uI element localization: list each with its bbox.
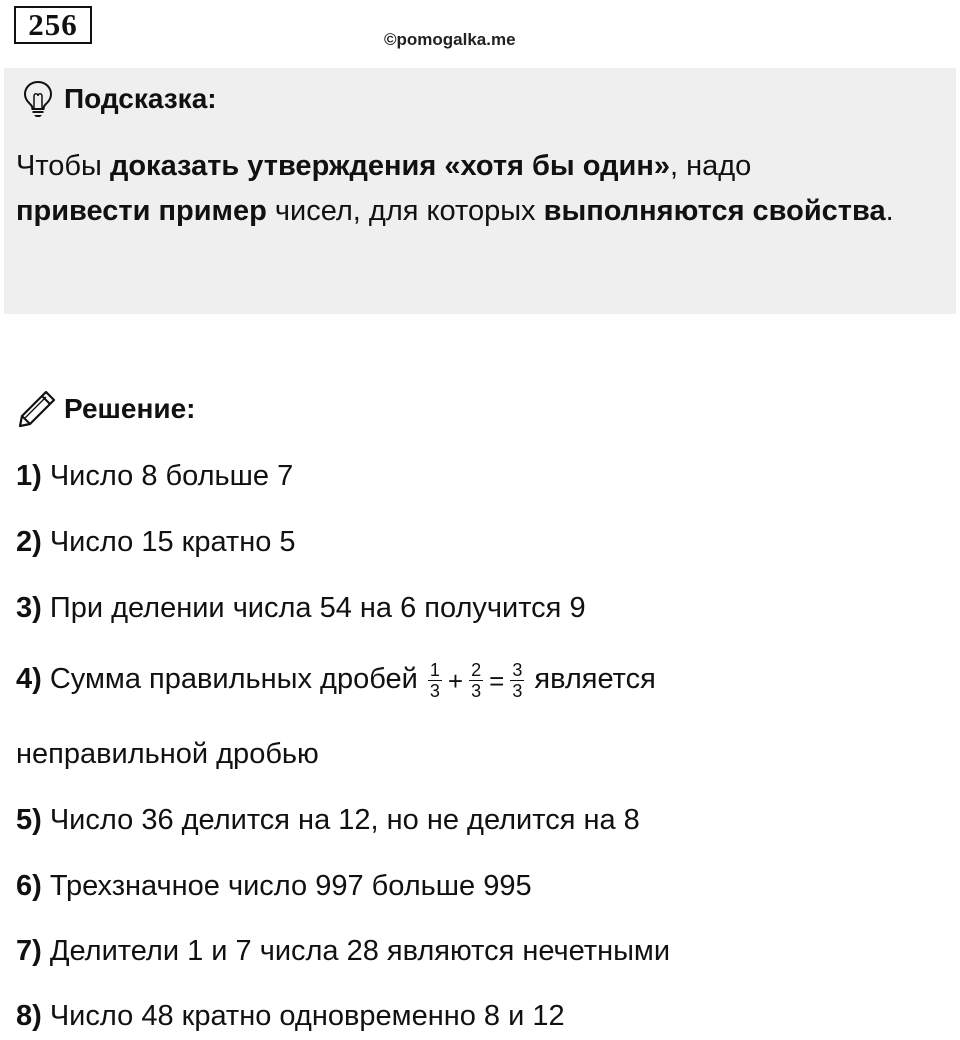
solution-item — [16, 802, 640, 838]
hint-text-bold: выполняются свойства — [543, 195, 886, 227]
item-number: 7) — [16, 935, 42, 967]
solution-item — [16, 458, 293, 494]
item-text: Трехзначное число 997 больше 995 — [41, 870, 532, 902]
solution-item — [16, 524, 296, 560]
pencil-icon — [16, 388, 58, 430]
hint-text-part: чисел, для которых — [266, 195, 544, 227]
hint-title: Подсказка: — [64, 83, 217, 114]
fraction-numerator: 2 — [471, 660, 482, 680]
solution-item-continuation: неправильной дробью — [16, 738, 319, 770]
hint-text-part: Чтобы — [16, 150, 110, 182]
item-text: Число 8 больше 7 — [41, 460, 294, 492]
solution-item — [16, 933, 670, 969]
item-text: Делители 1 и 7 числа 28 являются нечетными — [41, 935, 671, 967]
lightbulb-icon — [22, 80, 54, 118]
fraction-numerator: 3 — [512, 660, 523, 680]
item-text: Сумма правильных дробей — [41, 663, 426, 696]
equals-sign: = — [489, 665, 505, 696]
item-number: 4) — [16, 663, 42, 696]
fraction-denominator: 3 — [471, 681, 482, 701]
watermark: ©pomogalka.me — [384, 30, 516, 49]
fraction-denominator: 3 — [512, 681, 523, 701]
fraction — [469, 660, 483, 701]
hint-text — [16, 144, 916, 234]
fraction-numerator: 1 — [429, 660, 440, 680]
item-number: 1) — [16, 460, 42, 492]
solution-item — [16, 868, 532, 904]
hint-header — [22, 80, 217, 118]
hint-box — [4, 68, 956, 314]
item-text: Число 36 делится на 12, но не делится на 8 — [41, 804, 640, 836]
item-text: Число 48 кратно одновременно 8 и 12 — [41, 1000, 565, 1032]
item-number: 5) — [16, 804, 42, 836]
task-number: 256 — [14, 6, 92, 44]
solution-item — [16, 998, 565, 1034]
item-number: 8) — [16, 1000, 42, 1032]
item-text: Число 15 кратно 5 — [41, 526, 296, 558]
hint-text-part: . — [885, 195, 894, 227]
item-number: 2) — [16, 526, 42, 558]
hint-text-part: , надо — [669, 150, 752, 182]
hint-text-bold: доказать утверждения «хотя бы один» — [109, 150, 670, 182]
fraction-denominator: 3 — [429, 681, 440, 701]
fraction — [428, 660, 442, 701]
solution-item — [16, 660, 656, 701]
solution-title: Решение: — [64, 393, 196, 424]
item-text: является — [526, 663, 656, 696]
item-number: 6) — [16, 870, 42, 902]
item-number: 3) — [16, 592, 42, 624]
solution-item — [16, 590, 586, 626]
solution-header — [16, 388, 195, 430]
item-text: При делении числа 54 на 6 получится 9 — [41, 592, 586, 624]
hint-text-bold: привести пример — [16, 195, 267, 227]
plus-sign: + — [447, 665, 464, 696]
fraction — [510, 660, 524, 701]
